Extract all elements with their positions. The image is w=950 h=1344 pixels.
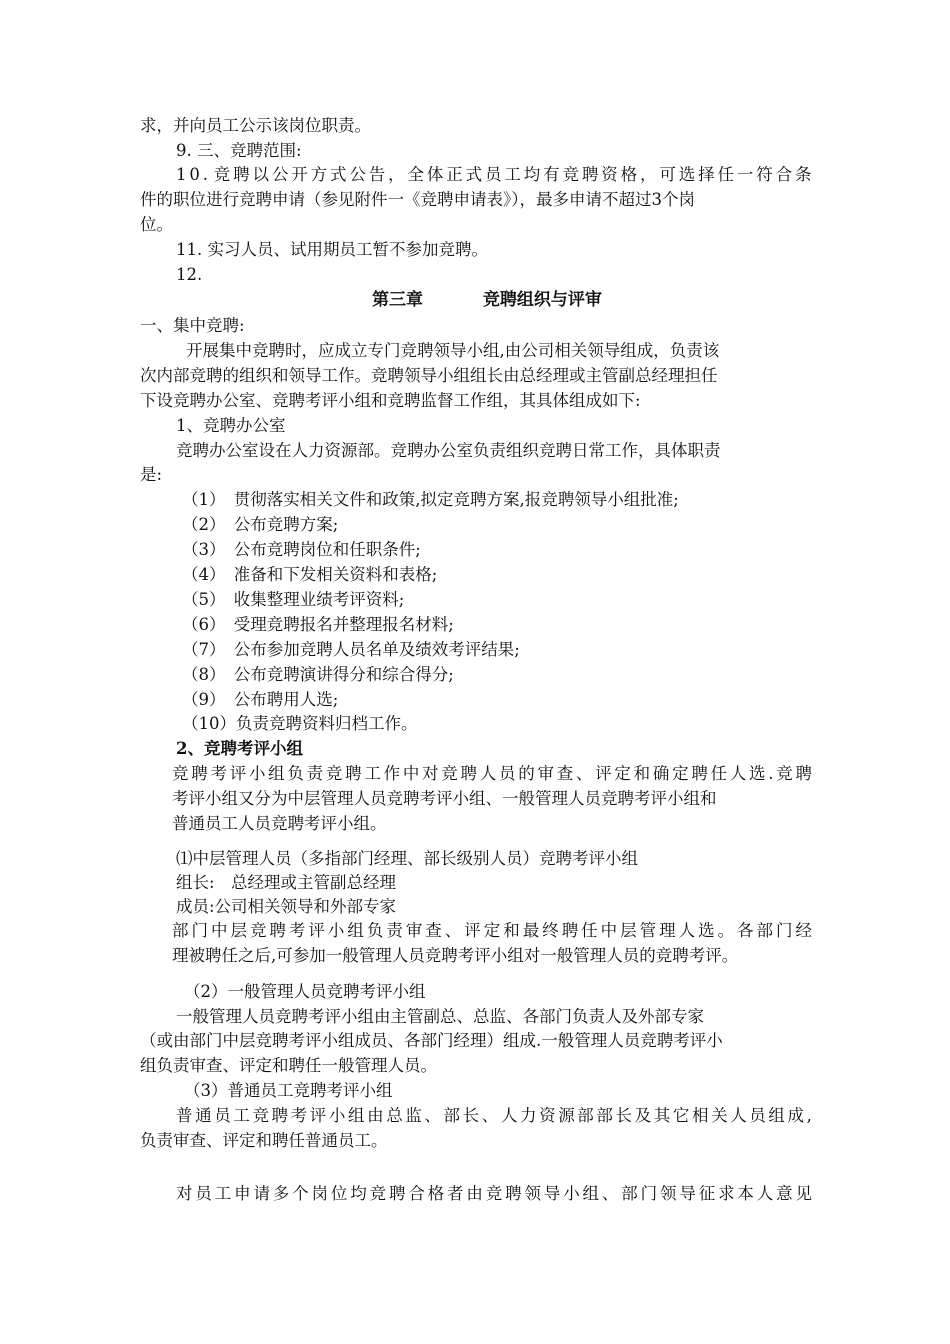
text-line: 1 0 . 竞 聘 以 公 开 方 式 公 告 ， 全 体 正 式 员 工 均 有 竞 聘 资 格 ， 可 选 择 任 一 符 合 条 bbox=[176, 165, 812, 184]
text-line: 组长: 总经理或主管副总经理 bbox=[176, 873, 397, 892]
text-line: 对 员 工 申 请 多 个 岗 位 均 竞 聘 合 格 者 由 竞 聘 领 导 小 组 、 部 门 领 导 征 求 本 人 意 见 bbox=[176, 1184, 812, 1203]
list-item: （4） 准备和下发相关资料和表格; bbox=[182, 565, 438, 584]
text-line: （或由部门中层竞聘考评小组成员、各部门经理）组成.一般管理人员竞聘考评小 bbox=[140, 1031, 723, 1050]
list-item: （2） 公布竞聘方案; bbox=[182, 515, 339, 534]
list-item: （10）负责竞聘资料归档工作。 bbox=[182, 714, 418, 733]
chapter-number: 第三章 bbox=[372, 290, 423, 310]
list-item: （9） 公布聘用人选; bbox=[182, 690, 339, 709]
list-item: （8） 公布竞聘演讲得分和综合得分; bbox=[182, 665, 454, 684]
text-line: 开展集中竞聘时，应成立专门竞聘领导小组,由公司相关领导组成，负责该 bbox=[186, 341, 720, 360]
text-line: 普通员工人员竞聘考评小组。 bbox=[172, 814, 387, 833]
text-line: 竞聘办公室设在人力资源部。竞聘办公室负责组织竞聘日常工作，具体职责 bbox=[176, 441, 721, 460]
text-line: 考评小组又分为中层管理人员竞聘考评小组、一般管理人员竞聘考评小组和 bbox=[172, 789, 717, 808]
list-item: （3） 公布竞聘岗位和任职条件; bbox=[182, 540, 421, 559]
subsection-heading: 1、竞聘办公室 bbox=[176, 416, 286, 435]
text-line: 成员:公司相关领导和外部专家 bbox=[176, 897, 397, 916]
chapter-name: 竞聘组织与评审 bbox=[482, 290, 602, 310]
text-line: 件的职位进行竞聘申请（参见附件一《竞聘申请表》），最多申请不超过3个岗 bbox=[140, 190, 695, 209]
text-line: 9. 三、竞聘范围: bbox=[176, 141, 302, 160]
section-heading: 一、集中竞聘: bbox=[140, 316, 245, 335]
text-line: 竞 聘 考 评 小 组 负 责 竞 聘 工 作 中 对 竞 聘 人 员 的 审 查 、 评 定 和 确 定 聘 任 人 选 . 竞 聘 bbox=[172, 764, 812, 783]
text-line: 次内部竞聘的组织和领导工作。竞聘领导小组组长由总经理或主管副总经理担任 bbox=[140, 366, 718, 385]
subsection-heading: 2、竞聘考评小组 bbox=[176, 739, 303, 758]
list-item: （6） 受理竞聘报名并整理报名材料; bbox=[182, 615, 454, 634]
text-line: 负责审查、评定和聘任普通员工。 bbox=[140, 1131, 388, 1150]
text-line: 理被聘任之后,可参加一般管理人员竞聘考评小组对一般管理人员的竞聘考评。 bbox=[172, 946, 739, 965]
text-line: 下设竞聘办公室、竞聘考评小组和竞聘监督工作组，其具体组成如下: bbox=[140, 391, 641, 410]
text-line: 普 通 员 工 竞 聘 考 评 小 组 由 总 监 、 部 长 、 人 力 资 源 部 部 长 及 其 它 相 关 人 员 组 成 , bbox=[176, 1106, 812, 1125]
text-line: 一般管理人员竞聘考评小组由主管副总、总监、各部门负责人及外部专家 bbox=[176, 1007, 704, 1026]
text-line: 组负责审查、评定和聘任一般管理人员。 bbox=[140, 1056, 437, 1075]
text-line: 位。 bbox=[140, 215, 173, 234]
text-line: 是: bbox=[140, 465, 163, 484]
text-line: 部 门 中 层 竞 聘 考 评 小 组 负 责 审 查 、 评 定 和 最 终 聘 任 中 层 管 理 人 选 。 各 部 门 经 bbox=[172, 921, 812, 940]
list-item: （1） 贯彻落实相关文件和政策,拟定竞聘方案,报竞聘领导小组批准; bbox=[182, 490, 679, 509]
group-heading: （2）一般管理人员竞聘考评小组 bbox=[184, 982, 426, 1001]
chapter-heading bbox=[372, 288, 602, 312]
group-heading: ⑴中层管理人员（多指部门经理、部长级别人员）竞聘考评小组 bbox=[176, 849, 638, 868]
group-heading: （3）普通员工竞聘考评小组 bbox=[184, 1081, 393, 1100]
list-item: （5） 收集整理业绩考评资料; bbox=[182, 590, 405, 609]
list-item: （7） 公布参加竞聘人员名单及绩效考评结果; bbox=[182, 640, 520, 659]
text-line: 求，并向员工公示该岗位职责。 bbox=[140, 116, 371, 135]
text-line: 12. bbox=[176, 265, 203, 284]
text-line: 11. 实习人员、试用期员工暂不参加竞聘。 bbox=[176, 240, 488, 259]
